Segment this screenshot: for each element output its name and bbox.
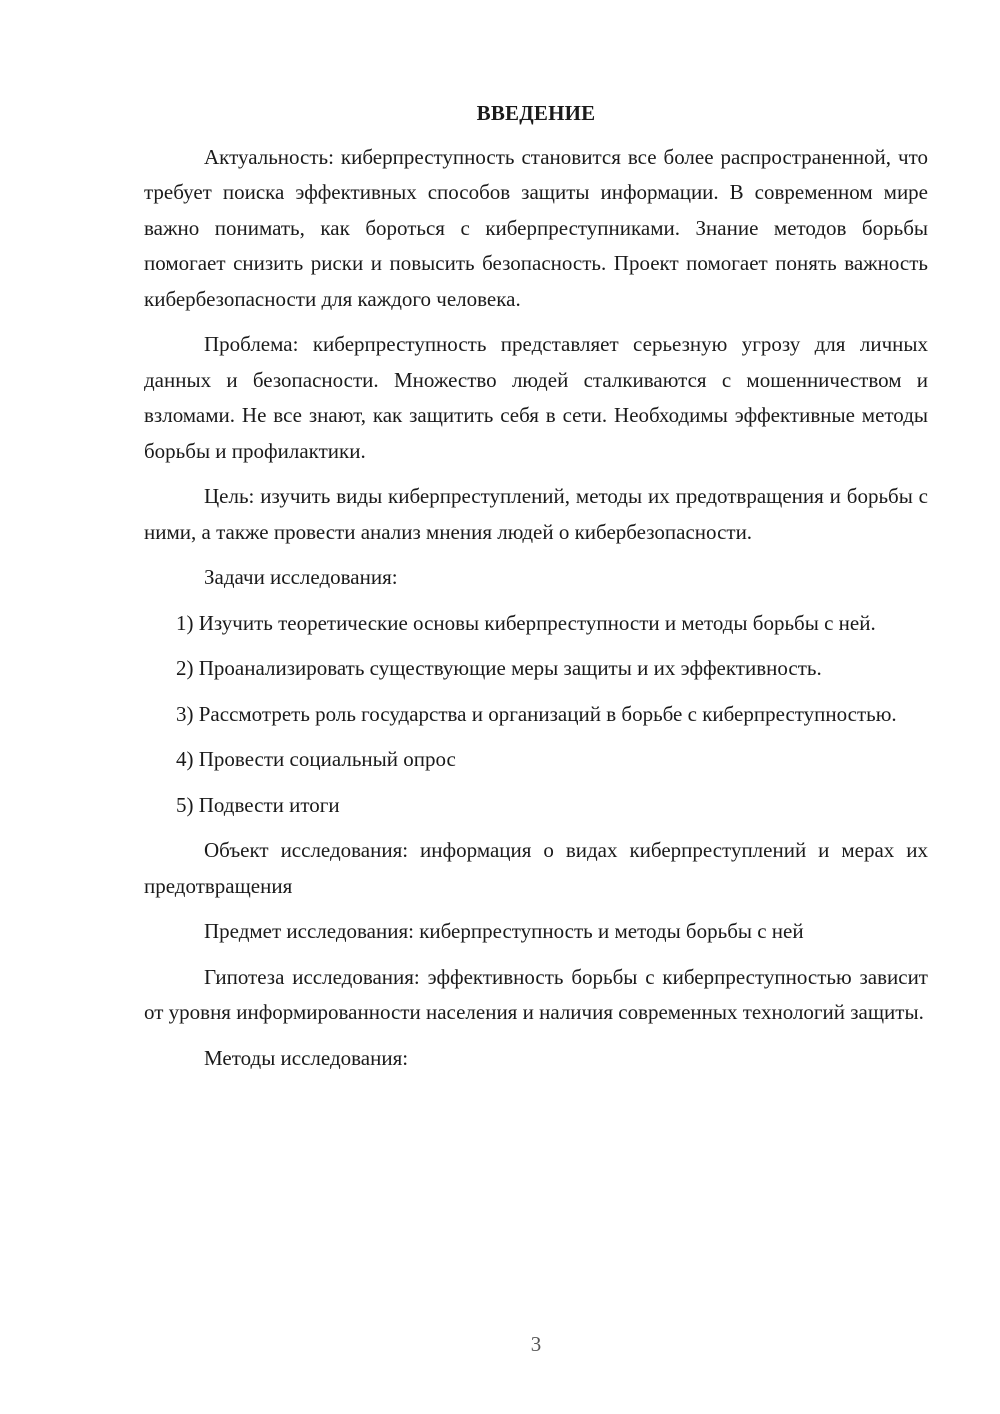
paragraph-tasks-heading: Задачи исследования: (204, 565, 398, 589)
paragraph-methods: Методы исследования: (204, 1045, 409, 1070)
paragraph-object: Объект исследования: информация о видах киберпреступлений и мерах их предотвращения (144, 838, 928, 898)
paragraph-problem: Проблема: киберпреступность представляет серьезную угрозу для личных данных и безопасности. Множество людей сталкиваются с мошенничеством и взломами. Не все знают, как защитить себя в сети. Необходимы эффективные методы борьбы и профилактики. (144, 332, 928, 463)
paragraph-hypothesis: Гипотеза исследования: эффективность борьбы с киберпреступностью зависит от уровня информированности населения и наличия современных технологий защиты. (144, 964, 928, 1024)
task-item-3: 3) Рассмотреть роль государства и организаций в борьбе с киберпреступностью. (176, 701, 897, 726)
task-item-5: 5) Подвести итоги (176, 792, 340, 817)
paragraph-subject: Предмет исследования: киберпреступность и методы борьбы с ней (204, 919, 804, 943)
page-title: ВВЕДЕНИЕ (476, 101, 596, 125)
paragraph-goal: Цель: изучить виды киберпреступлений, методы их предотвращения и борьбы с ними, а также провести анализ мнения людей о кибербезопасности. (144, 484, 928, 544)
paragraph-relevance: Актуальность: киберпреступность становится все более распространенной, что требует поиска эффективных способов защиты информации. В современном мире важно понимать, как бороться с киберпреступниками. Знание методов борьбы помогает снизить риски и повысить безопасность. Проект помогает понять важность кибербезопасности для каждого человека. (144, 144, 928, 311)
page-number: 3 (530, 1332, 542, 1356)
task-item-2: 2) Проанализировать существующие меры защиты и их эффективность. (176, 656, 822, 680)
task-item-4: 4) Провести социальный опрос (176, 747, 456, 771)
task-item-1: 1) Изучить теоретические основы киберпреступности и методы борьбы с ней. (176, 610, 876, 635)
page-content (144, 96, 928, 1086)
